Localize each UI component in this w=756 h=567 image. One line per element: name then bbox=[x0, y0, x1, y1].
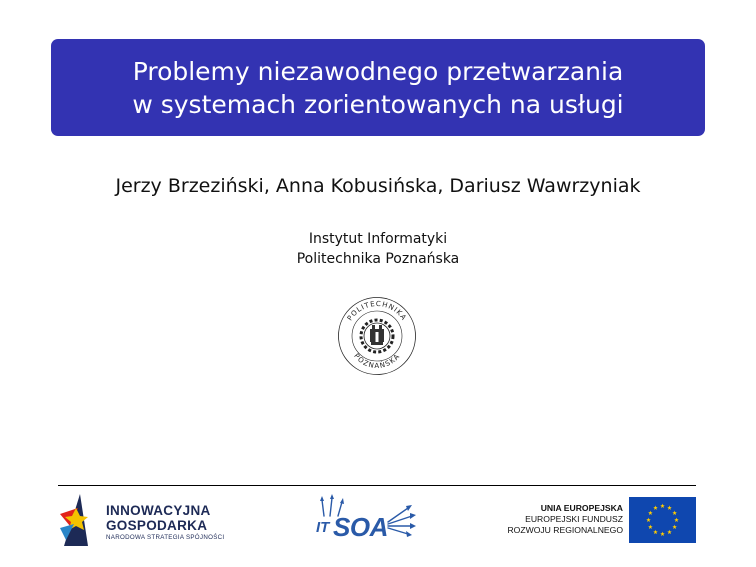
strategia-subtitle: NARODOWA STRATEGIA SPÓJNOŚCI bbox=[106, 534, 225, 541]
affiliation bbox=[0, 229, 756, 269]
eu-fund-label: EUROPEJSKI FUNDUSZ bbox=[525, 514, 623, 524]
innowacyjna-gospodarka-logo bbox=[58, 494, 228, 546]
authors: Jerzy Brzeziński, Anna Kobusińska, Dariusz Wawrzyniak bbox=[115, 175, 641, 197]
title-line-2: w systemach zorientowanych na usługi bbox=[132, 89, 624, 119]
innowacyjna-star-icon bbox=[58, 494, 104, 546]
svg-text:POLITECHNIKA: POLITECHNIKA bbox=[345, 299, 409, 323]
itsoa-soa-text: SOA bbox=[333, 512, 388, 542]
itsoa-it-text: IT bbox=[316, 519, 330, 536]
itsoa-logo bbox=[308, 494, 420, 546]
title-line-1: Problemy niezawodnego przetwarzania bbox=[132, 56, 624, 86]
eu-fund-text bbox=[507, 503, 623, 536]
title-box bbox=[51, 39, 705, 136]
gear-emblem bbox=[361, 320, 393, 352]
politechnika-seal-logo bbox=[337, 296, 417, 376]
svg-text:POZNAŃSKA: POZNAŃSKA bbox=[352, 351, 402, 371]
eu-union-label: UNIA EUROPEJSKA bbox=[540, 503, 623, 513]
affiliation-institute: Instytut Informatyki bbox=[308, 231, 448, 247]
gospodarka-title: GOSPODARKA bbox=[106, 518, 208, 533]
innowacyjna-title: INNOWACYJNA bbox=[106, 503, 211, 518]
footer-divider bbox=[58, 485, 696, 486]
affiliation-university: Politechnika Poznańska bbox=[296, 251, 460, 267]
eu-regional-label: ROZWOJU REGIONALNEGO bbox=[507, 525, 623, 535]
eu-flag-icon bbox=[629, 497, 696, 543]
